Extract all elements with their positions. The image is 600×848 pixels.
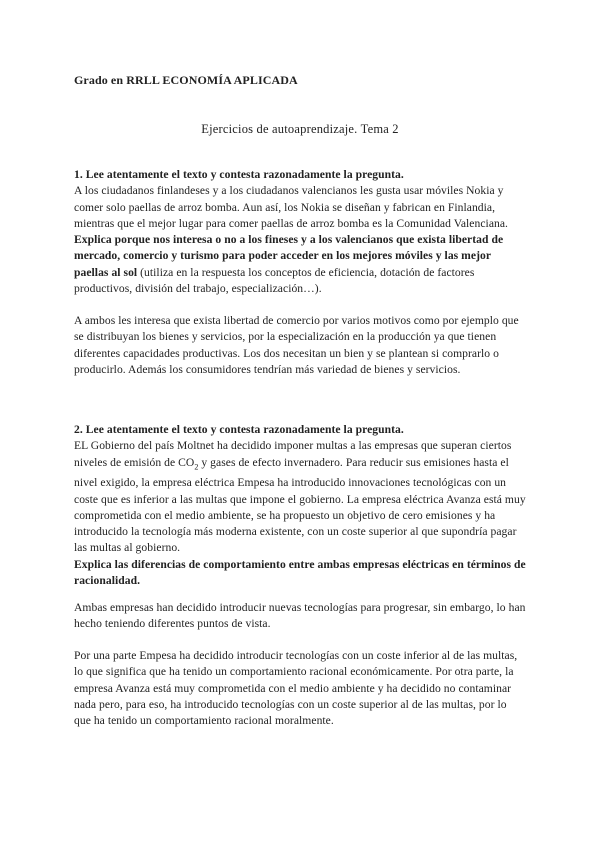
- exercise-2-heading: 2. Lee atentamente el texto y contesta razonadamente la pregunta.: [74, 423, 404, 436]
- exercise-2-answer-2: [74, 648, 526, 729]
- exercise-2-body-start: EL Gobierno del país Moltnet ha decidido imponer multas a las empresas que superan ciertos niveles de emisión de CO: [74, 439, 512, 469]
- exercise-1-answer: [74, 313, 526, 378]
- exercise-2-body-end: y gases de efecto invernadero. Para reducir sus emisiones hasta el nivel exigido, la empresa eléctrica Empesa ha introducido innovaciones tecnológicas con un coste que es inferior a las multas que impone el gobierno. La empresa eléctrica Avanza está muy comprometida con el medio ambiente, se ha propuesto un objetivo de cero emisiones y ha introducido la tecnología más moderna existente, con un coste superior al que supondría pagar las multas al gobierno.: [74, 455, 526, 555]
- exercise-2-text: [74, 438, 526, 556]
- exercises-subtitle: Ejercicios de autoaprendizaje. Tema 2: [201, 122, 399, 136]
- course-title: Grado en RRLL ECONOMÍA APLICADA: [74, 73, 298, 87]
- co2-subscript: 2: [194, 461, 199, 471]
- exercise-2-answer-2-text: Por una parte Empesa ha decidido introducir tecnologías con un coste inferior al de las multas, lo que significa que ha tenido un comportamiento racional económicamente. Por otra parte, la empresa Avanza está muy comprometida con el medio ambiente y ha decidido no contaminar nada pero, para eso, ha introducido tecnologías con un coste superior al de las multas, por lo que ha tenido un comportamiento racional moralmente.: [74, 649, 518, 728]
- exercise-2-question: Explica las diferencias de comportamiento entre ambas empresas eléctricas en términos de racionalidad.: [74, 557, 526, 587]
- exercise-2-statement: [74, 422, 526, 589]
- exercise-1-answer-text: A ambos les interesa que exista libertad de comercio por varios motivos como por ejemplo que se distribuyan los bienes y servicios, por la especialización en la producción ya que tienen diferentes capacidades productivas. Los dos necesitan un bien y se plantean si comprarlo o producirlo. Además los consumidores tendrían más variedad de bienes y servicios.: [74, 314, 519, 376]
- exercise-2-answer-1-text: Ambas empresas han decidido introducir nuevas tecnologías para progresar, sin embargo, lo han hecho teniendo diferentes puntos de vista.: [74, 601, 526, 631]
- exercise-1-text: [74, 183, 526, 297]
- exercise-1-statement: [74, 167, 526, 297]
- exercise-1-body: A los ciudadanos finlandeses y a los ciudadanos valencianos les gusta usar móviles Nokia y comer solo paellas de arroz bomba. Aun así, los Nokia se diseñan y fabrican en Finlandia, mientras que el mejor lugar para comer paellas de arroz bomba es la Comunidad Valenciana.: [74, 184, 508, 230]
- exercise-1-heading: 1. Lee atentamente el texto y contesta razonadamente la pregunta.: [74, 168, 404, 181]
- exercise-2-answer-1: [74, 600, 526, 633]
- exercise-1-question: Explica porque nos interesa o no a los fineses y a los valencianos que exista libertad de mercado, comercio y turismo para poder acceder en los mejores móviles y las mejor paellas al sol: [74, 233, 504, 279]
- exercise-1-question-note: (utiliza en la respuesta los conceptos de eficiencia, dotación de factores productivos, división del trabajo, especialización…).: [74, 265, 475, 296]
